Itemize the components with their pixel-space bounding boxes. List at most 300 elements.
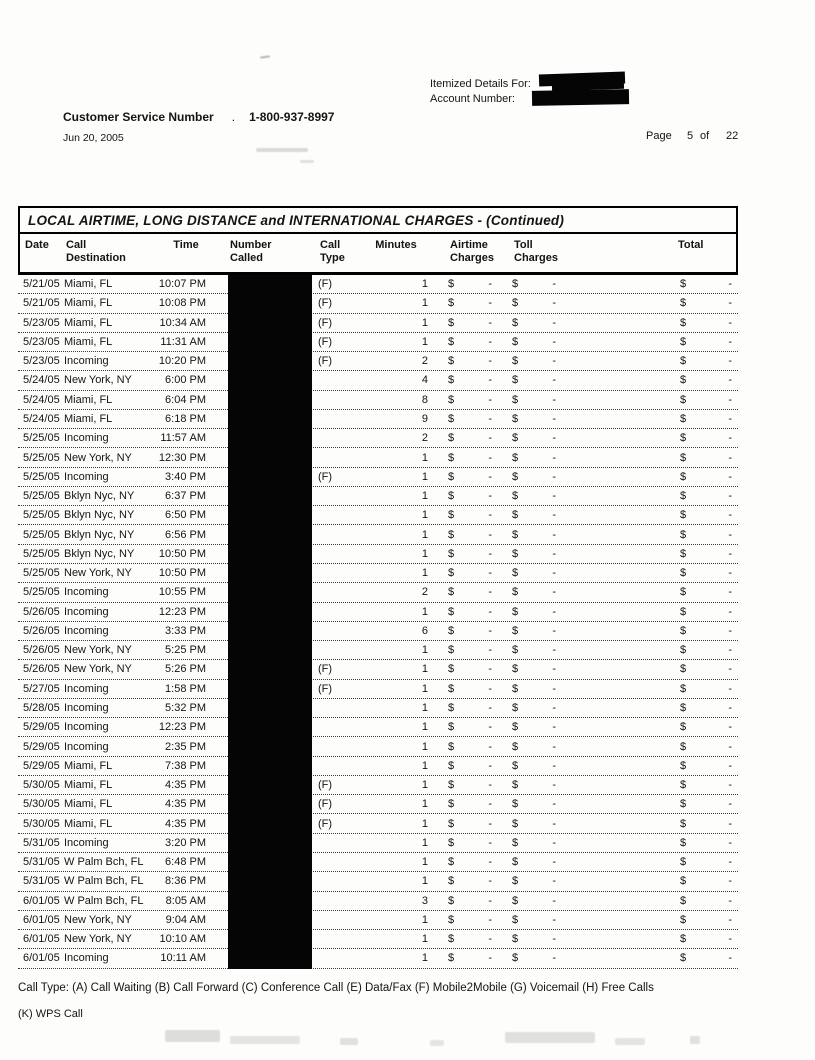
amount-value: - (728, 682, 732, 695)
cell-time: 5:25 PM (165, 644, 206, 657)
cell-destination: New York, NY (64, 567, 132, 580)
amount-value: - (488, 451, 492, 464)
amount-value: - (728, 952, 732, 965)
cell-airtime-charges (448, 818, 492, 830)
page-number: 5 (687, 130, 694, 142)
currency-symbol: $ (680, 856, 687, 869)
amount-value: - (552, 836, 556, 849)
scan-artifact (165, 1030, 220, 1042)
amount-value: - (552, 278, 556, 291)
cell-destination: Miami, FL (64, 297, 113, 310)
cell-toll-charges (512, 394, 556, 406)
cell-airtime-charges (448, 625, 492, 637)
currency-symbol: $ (680, 682, 687, 695)
cell-destination: W Palm Bch, FL (64, 856, 144, 869)
amount-value: - (728, 470, 732, 483)
cell-date: 5/25/05 (23, 528, 60, 541)
currency-symbol: $ (680, 278, 687, 291)
currency-symbol: $ (448, 933, 455, 946)
amount-value: - (728, 567, 732, 580)
cell-total (680, 798, 732, 810)
cell-toll-charges (512, 779, 556, 791)
table-row (18, 506, 738, 525)
amount-value: - (728, 740, 732, 753)
cell-number-called (210, 352, 312, 370)
currency-symbol: $ (448, 759, 455, 772)
redaction-bar (228, 641, 312, 660)
currency-symbol: $ (448, 278, 455, 291)
currency-symbol: $ (680, 759, 687, 772)
cell-toll-charges (512, 760, 556, 772)
currency-symbol: $ (512, 894, 519, 907)
amount-value: - (552, 490, 556, 503)
col-header-number-called: Number Called (230, 239, 272, 264)
cell-date: 5/25/05 (23, 451, 60, 464)
currency-symbol: $ (680, 451, 687, 464)
cell-total (680, 529, 732, 541)
cell-minutes: 1 (421, 779, 428, 792)
currency-symbol: $ (680, 374, 687, 387)
currency-symbol: $ (680, 779, 687, 792)
table-row (18, 737, 738, 756)
cell-number-called (210, 410, 312, 428)
cell-date: 6/01/05 (23, 894, 60, 907)
cell-destination: Incoming (64, 721, 109, 734)
currency-symbol: $ (512, 933, 519, 946)
cell-destination: New York, NY (64, 663, 132, 676)
redaction-bar (228, 814, 312, 833)
currency-symbol: $ (512, 355, 519, 368)
call-type-legend: Call Type: (A) Call Waiting (B) Call Forward (C) Conference Call (E) Data/Fax (F) Mobile2Mobile (G) Voicemail (H) Free Calls (18, 982, 654, 994)
amount-value: - (488, 393, 492, 406)
cell-date: 5/31/05 (23, 836, 60, 849)
table-row (18, 275, 738, 294)
table-row (18, 680, 738, 699)
amount-value: - (488, 759, 492, 772)
currency-symbol: $ (512, 412, 519, 425)
cell-time: 10:50 PM (158, 567, 206, 580)
currency-symbol: $ (512, 952, 519, 965)
redaction-bar (228, 911, 312, 930)
amount-value: - (728, 644, 732, 657)
currency-symbol: $ (512, 624, 519, 637)
currency-symbol: $ (680, 817, 687, 830)
currency-symbol: $ (448, 740, 455, 753)
cell-destination: Miami, FL (64, 393, 113, 406)
redaction-bar (228, 314, 312, 333)
cell-call-type: (F) (318, 335, 333, 348)
currency-symbol: $ (448, 470, 455, 483)
cell-time: 7:38 PM (165, 759, 206, 772)
cell-toll-charges (512, 606, 556, 618)
table-row (18, 603, 738, 622)
amount-value: - (488, 355, 492, 368)
cell-destination: W Palm Bch, FL (64, 875, 144, 888)
cell-toll-charges (512, 432, 556, 444)
redaction-bar (228, 757, 312, 776)
amount-value: - (728, 316, 732, 329)
amount-value: - (552, 933, 556, 946)
redaction-bar (228, 892, 312, 911)
cell-number-called (210, 314, 312, 332)
cell-total (680, 721, 732, 733)
amount-value: - (488, 547, 492, 560)
redaction-bar (228, 275, 312, 294)
currency-symbol: $ (448, 490, 455, 503)
currency-symbol: $ (448, 913, 455, 926)
amount-value: - (728, 798, 732, 811)
cell-destination: Incoming (64, 605, 109, 618)
redaction-bar (228, 795, 312, 814)
amount-value: - (488, 278, 492, 291)
currency-symbol: $ (512, 701, 519, 714)
currency-symbol: $ (512, 663, 519, 676)
cell-minutes: 1 (421, 798, 428, 811)
cell-total (680, 933, 732, 945)
cell-toll-charges (512, 471, 556, 483)
cell-airtime-charges (448, 586, 492, 598)
currency-symbol: $ (512, 451, 519, 464)
currency-symbol: $ (680, 624, 687, 637)
cell-airtime-charges (448, 471, 492, 483)
currency-symbol: $ (512, 836, 519, 849)
amount-value: - (488, 490, 492, 503)
amount-value: - (488, 605, 492, 618)
cell-number-called (210, 468, 312, 486)
cell-minutes: 3 (421, 894, 428, 907)
currency-symbol: $ (448, 297, 455, 310)
cell-total (680, 818, 732, 830)
customer-service-number: 1-800-937-8997 (249, 110, 335, 124)
currency-symbol: $ (680, 952, 687, 965)
scan-artifact (505, 1032, 595, 1043)
amount-value: - (728, 663, 732, 676)
cell-minutes: 1 (421, 759, 428, 772)
currency-symbol: $ (680, 586, 687, 599)
cell-number-called (210, 429, 312, 447)
amount-value: - (552, 875, 556, 888)
amount-value: - (552, 567, 556, 580)
cell-toll-charges (512, 856, 556, 868)
cell-time: 3:33 PM (165, 624, 206, 637)
cell-time: 6:00 PM (165, 374, 206, 387)
amount-value: - (488, 316, 492, 329)
amount-value: - (552, 335, 556, 348)
cell-date: 5/30/05 (23, 798, 60, 811)
table-header-row (18, 234, 738, 275)
currency-symbol: $ (448, 682, 455, 695)
table-row (18, 545, 738, 564)
amount-value: - (488, 297, 492, 310)
redaction-bar (228, 352, 312, 371)
cell-minutes: 1 (421, 509, 428, 522)
cell-destination: New York, NY (64, 374, 132, 387)
currency-symbol: $ (448, 817, 455, 830)
table-body (18, 275, 738, 969)
cell-minutes: 1 (421, 836, 428, 849)
currency-symbol: $ (512, 644, 519, 657)
currency-symbol: $ (680, 393, 687, 406)
table-row (18, 622, 738, 641)
cell-number-called (210, 680, 312, 698)
cell-time: 5:32 PM (165, 701, 206, 714)
col-header-airtime-charges: Airtime Charges (450, 239, 495, 264)
cell-minutes: 1 (421, 567, 428, 580)
cell-airtime-charges (448, 336, 492, 348)
amount-value: - (728, 913, 732, 926)
cell-total (680, 509, 732, 521)
currency-symbol: $ (680, 509, 687, 522)
amount-value: - (488, 335, 492, 348)
table-row (18, 583, 738, 602)
table-row (18, 410, 738, 429)
cell-time: 8:36 PM (165, 875, 206, 888)
cell-destination: Incoming (64, 836, 109, 849)
cell-call-type: (F) (318, 470, 333, 483)
currency-symbol: $ (448, 547, 455, 560)
cell-destination: New York, NY (64, 451, 132, 464)
cell-destination: New York, NY (64, 913, 132, 926)
amount-value: - (728, 278, 732, 291)
amount-value: - (488, 567, 492, 580)
currency-symbol: $ (448, 509, 455, 522)
cell-toll-charges (512, 413, 556, 425)
table-title: LOCAL AIRTIME, LONG DISTANCE and INTERNATIONAL CHARGES - (Continued) (18, 206, 738, 234)
amount-value: - (552, 952, 556, 965)
cell-number-called (210, 641, 312, 659)
cell-number-called (210, 603, 312, 621)
currency-symbol: $ (680, 663, 687, 676)
cell-total (680, 837, 732, 849)
amount-value: - (488, 412, 492, 425)
cell-airtime-charges (448, 875, 492, 887)
currency-symbol: $ (680, 432, 687, 445)
cell-total (680, 895, 732, 907)
redaction-bar (228, 410, 312, 429)
col-header-toll-charges: Toll Charges (514, 239, 559, 264)
amount-value: - (552, 316, 556, 329)
cell-total (680, 875, 732, 887)
cell-date: 5/31/05 (23, 875, 60, 888)
amount-value: - (728, 451, 732, 464)
col-header-minutes: Minutes (375, 239, 417, 251)
cell-airtime-charges (448, 837, 492, 849)
itemized-details-label: Itemized Details For: (430, 78, 531, 90)
cell-time: 4:35 PM (165, 779, 206, 792)
currency-symbol: $ (512, 297, 519, 310)
cell-number-called (210, 371, 312, 389)
cell-airtime-charges (448, 490, 492, 502)
currency-symbol: $ (448, 335, 455, 348)
amount-value: - (488, 894, 492, 907)
cell-time: 10:10 AM (159, 933, 206, 946)
cell-minutes: 2 (421, 586, 428, 599)
currency-symbol: $ (680, 933, 687, 946)
scan-artifact (340, 1038, 358, 1045)
currency-symbol: $ (448, 644, 455, 657)
scan-artifact (260, 55, 270, 58)
amount-value: - (552, 798, 556, 811)
currency-symbol: $ (512, 374, 519, 387)
redaction-bar (228, 776, 312, 795)
amount-value: - (552, 817, 556, 830)
cell-total (680, 374, 732, 386)
cell-destination: Miami, FL (64, 759, 113, 772)
cell-destination: Miami, FL (64, 817, 113, 830)
currency-symbol: $ (448, 374, 455, 387)
page-of-label: of (700, 130, 710, 142)
cell-call-type: (F) (318, 682, 333, 695)
currency-symbol: $ (512, 470, 519, 483)
currency-symbol: $ (512, 393, 519, 406)
cell-airtime-charges (448, 509, 492, 521)
cell-destination: New York, NY (64, 933, 132, 946)
cell-airtime-charges (448, 663, 492, 675)
table-row (18, 699, 738, 718)
amount-value: - (552, 451, 556, 464)
cell-destination: Incoming (64, 624, 109, 637)
amount-value: - (728, 297, 732, 310)
cell-number-called (210, 448, 312, 466)
currency-symbol: $ (680, 701, 687, 714)
cell-airtime-charges (448, 413, 492, 425)
cell-destination: Incoming (64, 470, 109, 483)
currency-symbol: $ (680, 297, 687, 310)
cell-toll-charges (512, 625, 556, 637)
amount-value: - (488, 740, 492, 753)
cell-airtime-charges (448, 933, 492, 945)
cell-minutes: 1 (421, 721, 428, 734)
amount-value: - (488, 374, 492, 387)
currency-symbol: $ (512, 490, 519, 503)
cell-number-called (210, 795, 312, 813)
cell-destination: Incoming (64, 682, 109, 695)
wps-call-note: (K) WPS Call (18, 1008, 83, 1020)
cell-airtime-charges (448, 895, 492, 907)
amount-value: - (488, 779, 492, 792)
currency-symbol: $ (512, 278, 519, 291)
currency-symbol: $ (680, 644, 687, 657)
redaction-bar (228, 448, 312, 467)
cell-total (680, 741, 732, 753)
cell-number-called (210, 699, 312, 717)
amount-value: - (728, 586, 732, 599)
col-header-date: Date (25, 239, 49, 251)
cell-toll-charges (512, 952, 556, 964)
currency-symbol: $ (680, 605, 687, 618)
table-row (18, 429, 738, 448)
amount-value: - (728, 509, 732, 522)
table-row (18, 564, 738, 583)
cell-total (680, 490, 732, 502)
cell-minutes: 6 (421, 624, 428, 637)
table-row (18, 660, 738, 679)
amount-value: - (488, 952, 492, 965)
amount-value: - (552, 393, 556, 406)
cell-minutes: 1 (421, 316, 428, 329)
currency-symbol: $ (680, 567, 687, 580)
cell-toll-charges (512, 317, 556, 329)
cell-call-type: (F) (318, 663, 333, 676)
cell-date: 6/01/05 (23, 913, 60, 926)
cell-minutes: 2 (421, 432, 428, 445)
cell-toll-charges (512, 336, 556, 348)
cell-destination: Miami, FL (64, 278, 113, 291)
cell-date: 5/26/05 (23, 663, 60, 676)
cell-date: 5/23/05 (23, 335, 60, 348)
cell-airtime-charges (448, 952, 492, 964)
currency-symbol: $ (512, 875, 519, 888)
amount-value: - (488, 875, 492, 888)
currency-symbol: $ (448, 355, 455, 368)
currency-symbol: $ (512, 759, 519, 772)
currency-symbol: $ (512, 528, 519, 541)
amount-value: - (552, 644, 556, 657)
currency-symbol: $ (448, 952, 455, 965)
cell-date: 6/01/05 (23, 952, 60, 965)
currency-symbol: $ (680, 547, 687, 560)
amount-value: - (488, 701, 492, 714)
table-row (18, 853, 738, 872)
currency-symbol: $ (448, 701, 455, 714)
currency-symbol: $ (448, 393, 455, 406)
table-row (18, 872, 738, 891)
cell-destination: Incoming (64, 586, 109, 599)
currency-symbol: $ (512, 721, 519, 734)
cell-toll-charges (512, 374, 556, 386)
cell-total (680, 606, 732, 618)
cell-number-called (210, 834, 312, 852)
table-row (18, 468, 738, 487)
cell-number-called (210, 583, 312, 601)
cell-minutes: 1 (421, 644, 428, 657)
cell-total (680, 336, 732, 348)
cell-time: 6:50 PM (165, 509, 206, 522)
cell-date: 5/25/05 (23, 547, 60, 560)
currency-symbol: $ (448, 605, 455, 618)
cell-total (680, 952, 732, 964)
cell-airtime-charges (448, 914, 492, 926)
currency-symbol: $ (680, 721, 687, 734)
cell-number-called (210, 525, 312, 543)
cell-total (680, 432, 732, 444)
cell-airtime-charges (448, 856, 492, 868)
cell-minutes: 1 (421, 547, 428, 560)
cell-total (680, 278, 732, 290)
amount-value: - (552, 432, 556, 445)
cell-airtime-charges (448, 606, 492, 618)
amount-value: - (728, 432, 732, 445)
currency-symbol: $ (448, 721, 455, 734)
cell-destination: Incoming (64, 740, 109, 753)
cell-destination: Miami, FL (64, 779, 113, 792)
cell-date: 5/30/05 (23, 817, 60, 830)
redaction-bar (228, 429, 312, 448)
account-number-label: Account Number: (430, 93, 515, 105)
cell-time: 11:57 AM (160, 432, 206, 445)
amount-value: - (488, 933, 492, 946)
table-row (18, 371, 738, 390)
cell-time: 10:50 PM (158, 547, 206, 560)
cell-date: 5/29/05 (23, 740, 60, 753)
amount-value: - (488, 836, 492, 849)
cell-minutes: 1 (421, 297, 428, 310)
currency-symbol: $ (448, 451, 455, 464)
amount-value: - (728, 547, 732, 560)
cell-toll-charges (512, 741, 556, 753)
cell-total (680, 856, 732, 868)
cell-number-called (210, 872, 312, 890)
